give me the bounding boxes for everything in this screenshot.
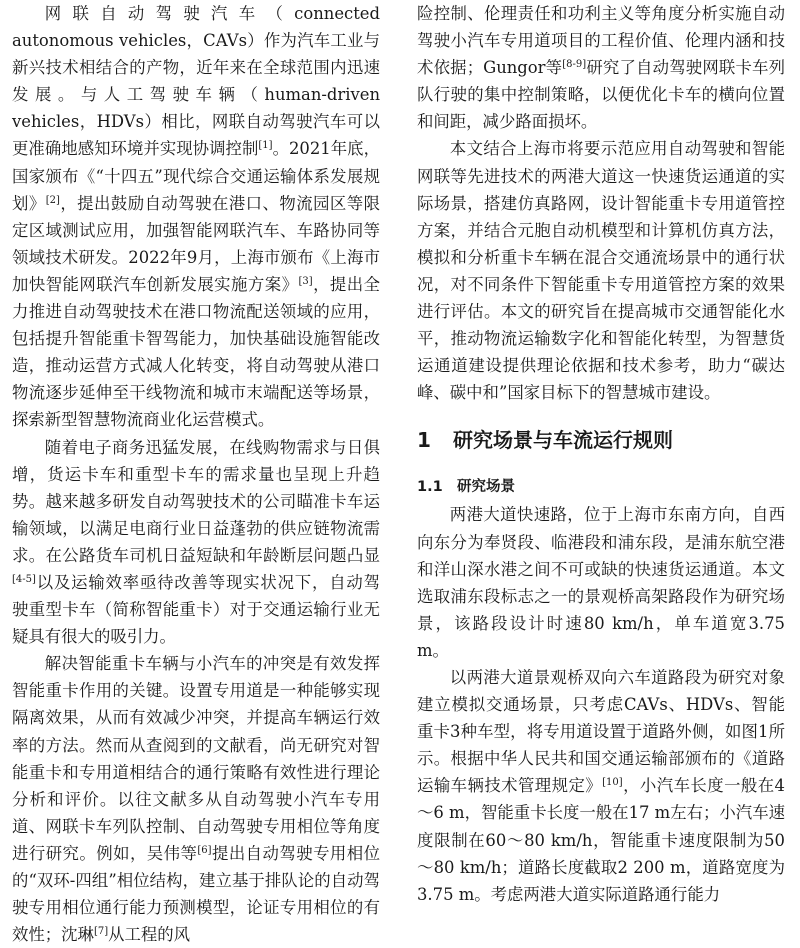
intro-paragraph-3-continued (417, 0, 785, 135)
text-run: 险控制、伦理责任和功利主义等角度分析实施自动驾驶小汽车专用道项目的工程价值、伦理内涵和技术依据；Gungor等 (417, 4, 785, 78)
section-number: 1 (417, 428, 431, 453)
intro-paragraph-1 (12, 0, 380, 434)
citation-ref: [2] (45, 194, 60, 206)
left-column (12, 0, 380, 948)
text-run: 解决智能重卡车辆与小汽车的冲突是有效发挥智能重卡作用的关键。设置专用道是一种能够实现隔离效果，从而有效减少冲突，并提高车辆运行效率的方法。然而从查阅到的文献看，尚无研究对智能重卡和专用道相结合的通行策略有效性进行理论分析和评价。以往文献多从自动驾驶小汽车专用道、网联卡车列队控制、自动驾驶专用相位等角度进行研究。例如，吴伟等 (12, 654, 380, 863)
citation-ref: [8-9] (562, 59, 587, 71)
citation-ref: [1] (258, 140, 273, 152)
citation-ref: [7] (93, 926, 109, 938)
intro-paragraph-4: 本文结合上海市将要示范应用自动驾驶和智能网联等先进技术的两港大道这一快速货运通道的实际场景，搭建仿真路网，设计智能重卡专用道管控方案，并结合元胞自动机模型和计算机仿真方法，模拟和分析重卡车辆在混合交通流场景中的通行状况，对不同条件下智能重卡专用道管控方案的效果进行评估。本文的研究旨在提高城市交通智能化水平，推动物流运输数字化和智能化转型，为智慧货运通道建设提供理论依据和技术参考，助力“碳达峰、碳中和”国家目标下的智慧城市建设。 (417, 139, 785, 403)
text-run: 以两港大道景观桥双向六车道路段为研究对象建立模拟交通场景，只考虑CAVs、HDVs、智能重卡3种车型，将专用道设置于道路外侧，如图1所示。根据中华人民共和国交通运输部颁布的《道路运输车辆技术管理规定》 (417, 667, 785, 796)
right-column (417, 0, 785, 908)
scenario-paragraph-2 (417, 664, 785, 908)
scenario-paragraph-1: 两港大道快速路，位于上海市东南方向，自西向东分为奉贤段、临港段和浦东段，是浦东航空港和洋山深水港之间不可或缺的快速货运通道。本文选取浦东段标志之一的景观桥高架路段作为研究场景，该路段设计时速80 km/h，单车道宽3.75 m。 (417, 505, 785, 660)
text-run: ，小汽车长度一般在4～6 m，智能重卡长度一般在17 m左右；小汽车速度限制在60～80 km/h，智能重卡速度限制为50～80 km/h；道路长度截取2 200 m，道路宽度为3.75 m。考虑两港大道实际道路通行能力 (417, 776, 785, 904)
subsection-number: 1.1 (417, 479, 443, 496)
intro-paragraph-3 (12, 650, 380, 948)
text-run: 提出自动驾驶专用相位的“双环-四组”相位结构，建立基于排队论的自动驾驶专用相位通行能力预测模型，论证专用相位的有效性；沈琳 (12, 843, 381, 945)
subsection-heading (417, 474, 785, 501)
text-run: 从工程的风 (108, 925, 191, 945)
text-run: 以及运输效率亟待改善等现实状况下，自动驾驶重型卡车（简称智能重卡）对于交通运输行业无疑具有很大的吸引力。 (12, 572, 380, 647)
subsection-title: 研究场景 (457, 479, 515, 496)
text-run: ，提出全力推进自动驾驶技术在港口物流配送领域的应用，包括提升智能重卡智驾能力，加快基础设施智能改造，推动运营方式减人化转变，将自动驾驶从港口物流逐步延伸至干线物流和城市末端配送等场景，探索新型智慧物流商业化运营模式。 (12, 274, 381, 430)
citation-ref: [4-5] (12, 573, 36, 585)
text-run: 。2021年底，国家颁布《“十四五”现代综合交通运输体系发展规划》 (12, 139, 380, 213)
intro-paragraph-2 (12, 434, 380, 651)
text-run: ，提出鼓励自动驾驶在港口、物流园区等限定区域测试应用，加强智能网联汽车、车路协同等领域技术研发。2022年9月，上海市颁布《上海市加快智能网联汽车创新发展实施方案》 (12, 193, 381, 294)
section-heading (417, 426, 785, 454)
citation-ref: [3] (298, 275, 313, 287)
citation-ref: [6] (197, 844, 212, 856)
text-run: 随着电子商务迅猛发展，在线购物需求与日俱增，货运卡车和重型卡车的需求量也呈现上升趋势。越来越多研发自动驾驶技术的公司瞄准卡车运输领域，以满足电商行业日益蓬勃的供应链物流需求。在公路货车司机日益短缺和年龄断层问题凸显 (12, 437, 380, 565)
citation-ref: [10] (602, 777, 623, 789)
section-title: 研究场景与车流运行规则 (453, 428, 673, 453)
text-run: 研究了自动驾驶网联卡车列队行驶的集中控制策略，以便优化卡车的横向位置和间距，减少路面损坏。 (417, 58, 786, 132)
text-run: 网联自动驾驶汽车（connected autonomous vehicles，CAVs）作为汽车工业与新兴技术相结合的产物，近年来在全球范围内迅速发展。与人工驾驶车辆（human-driven vehicles，HDVs）相比，网联自动驾驶汽车可以更准确地感知环境并实现协调控制 (12, 4, 380, 159)
